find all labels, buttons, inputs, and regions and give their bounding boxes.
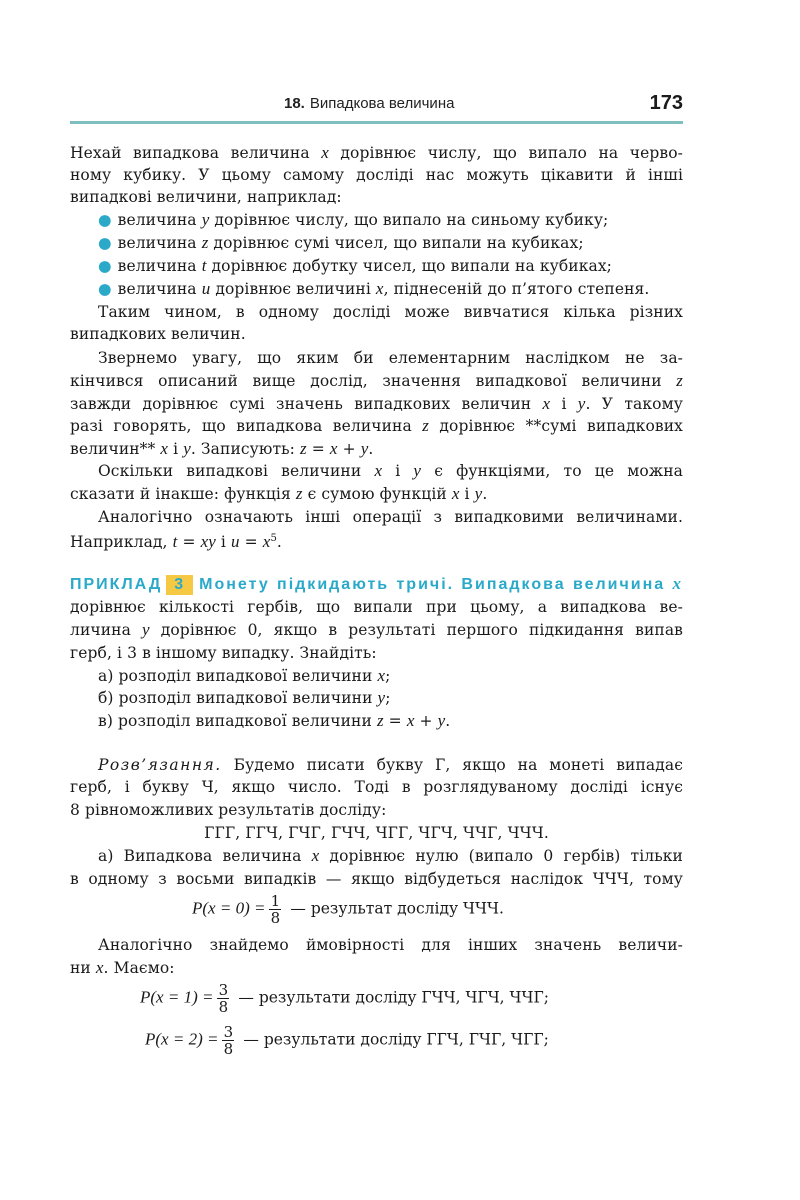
bullet-icon: ● [98,234,112,252]
line-text: величина z дорівнює сумі чисел, що випали на кубиках; [117,233,584,252]
line-text: ГГГ, ГГЧ, ГЧГ, ГЧЧ, ЧГГ, ЧГЧ, ЧЧГ, ЧЧЧ. [204,824,549,842]
text-line [70,800,683,820]
line-text: в) розподіл випадкової величини z = x + y. [98,711,451,730]
bullet-icon: ● [98,280,112,298]
line-text: дорівнює кількості гербів, що випали при цьому, а випадкова ве- [70,598,683,616]
line-text: сказати й інакше: функція z є сумою функцій x і y. [70,484,488,503]
text-line [98,233,683,253]
running-header [70,94,683,118]
formula-rhs: — результати досліду ГЧЧ, ЧГЧ, ЧЧГ; [238,988,549,1007]
text-line [70,823,683,843]
fraction [269,893,281,926]
text-line [98,348,683,368]
line-text: ни x. Маємо: [70,958,175,977]
numerator: 3 [218,981,229,999]
denominator: 8 [270,909,281,927]
line-text: Аналогічно знайдемо ймовірності для інших значень величи- [98,936,683,954]
line-text: кінчився описаний вище дослід, значення випадкової величини z [70,371,683,390]
example-number: 3 [166,575,193,595]
line-text: разі говорять, що випадкова величина z дорівнює **сумі випадкових [70,416,683,435]
text-line [70,869,683,889]
line-text: личина y дорівнює 0, якщо в результаті першого підкидання випав [70,620,683,639]
numerator: 3 [223,1023,234,1041]
text-line [98,846,683,866]
numerator: 1 [270,892,281,910]
text-line [98,666,683,686]
text-line [70,620,683,640]
line-text: ному кубику. У цьому самому досліді нас можуть цікавити й інші [70,166,683,184]
bullet-icon: ● [98,211,112,229]
line-text: Таким чином, в одному досліді може вивчатися кілька різних [98,303,683,321]
text-line [98,302,683,322]
line-text: Нехай випадкова величина x дорівнює числу, що випало на черво- [70,143,684,162]
line-text: завжди дорівнює сумі значень випадкових величин x і y. У такому [70,394,683,413]
section-title [284,95,454,112]
text-line [70,597,683,617]
section-number: 18. [284,95,305,112]
solution-label: Розв’язання. [98,756,222,774]
text-line [98,755,683,775]
formula-lhs: P(x = 0) = [192,898,266,918]
line-text: в одному з восьми випадків — якщо відбудеться наслідок ЧЧЧ, тому [70,870,683,888]
text-line [70,187,683,207]
text-line [98,711,683,731]
line-text: б) розподіл випадкової величини y; [98,688,391,707]
fraction [217,982,229,1015]
line-text: величина y дорівнює числу, що випало на синьому кубику; [117,210,609,229]
text-line [98,507,683,527]
page-number: 173 [649,92,683,114]
text-line [70,371,683,391]
bullet-icon: ● [98,257,112,275]
line-text: випадкові величини, наприклад: [70,188,342,206]
text-line [98,461,683,481]
text-line [70,165,683,185]
probability-formula [192,893,504,926]
line-text: герб, і 3 в іншому випадку. Знайдіть: [70,644,377,662]
line-text: величин** x і y. Записують: z = x + y. [70,439,374,458]
text-line [98,210,683,230]
line-text: герб, і букву Ч, якщо число. Тоді в розглядуваному досліді існує [70,778,683,796]
text-line [70,143,683,163]
line-text: 8 рівноможливих результатів досліду: [70,801,387,819]
text-line [98,688,683,708]
text-line [70,416,683,436]
formula-lhs: P(x = 1) = [140,987,214,1007]
line-text: Оскільки випадкові величини x і y є функціями, то це можна [98,461,683,480]
text-line [70,958,683,978]
formula-lhs: P(x = 2) = [145,1029,219,1049]
line-text: Наприклад, t = xy і $u = x^5$. [70,532,282,552]
text-line [98,256,683,276]
formula-rhs: — результати досліду ГГЧ, ГЧГ, ЧГГ; [243,1030,549,1049]
text-line [70,777,683,797]
text-line [98,279,683,299]
text-line [70,324,683,344]
line-text: Аналогічно означають інші операції з випадковими величинами. [98,508,683,526]
text-line [70,643,683,663]
line-text: Монету підкидають тричі. Випадкова величина x [199,574,683,593]
text-line [70,574,683,595]
text-line [70,439,683,459]
section-title-text: Випадкова величина [309,95,455,112]
text-line [98,935,683,955]
fraction [222,1024,234,1057]
line-text: Звернемо увагу, що яким би елементарним наслідком не за- [98,349,683,367]
header-rule [70,121,683,124]
line-text: величина t дорівнює добутку чисел, що випали на кубиках; [117,256,612,275]
text-line [70,529,683,552]
line-text: Будемо писати букву Г, якщо на монеті випадає [233,756,683,774]
denominator: 8 [218,998,229,1016]
example-label: ПРИКЛАД [70,576,163,593]
probability-formula [145,1024,549,1057]
line-text: величина u дорівнює величині x, піднесеній до п’ятого степеня. [117,279,650,298]
denominator: 8 [223,1040,234,1058]
line-text: випадкових величин. [70,325,246,343]
text-line [70,484,683,504]
formula-rhs: — результат досліду ЧЧЧ. [290,899,504,918]
line-text: а) розподіл випадкової величини x; [98,666,391,685]
probability-formula [140,982,549,1015]
text-line [70,394,683,414]
line-text: а) Випадкова величина x дорівнює нулю (випало 0 гербів) тільки [98,846,683,865]
